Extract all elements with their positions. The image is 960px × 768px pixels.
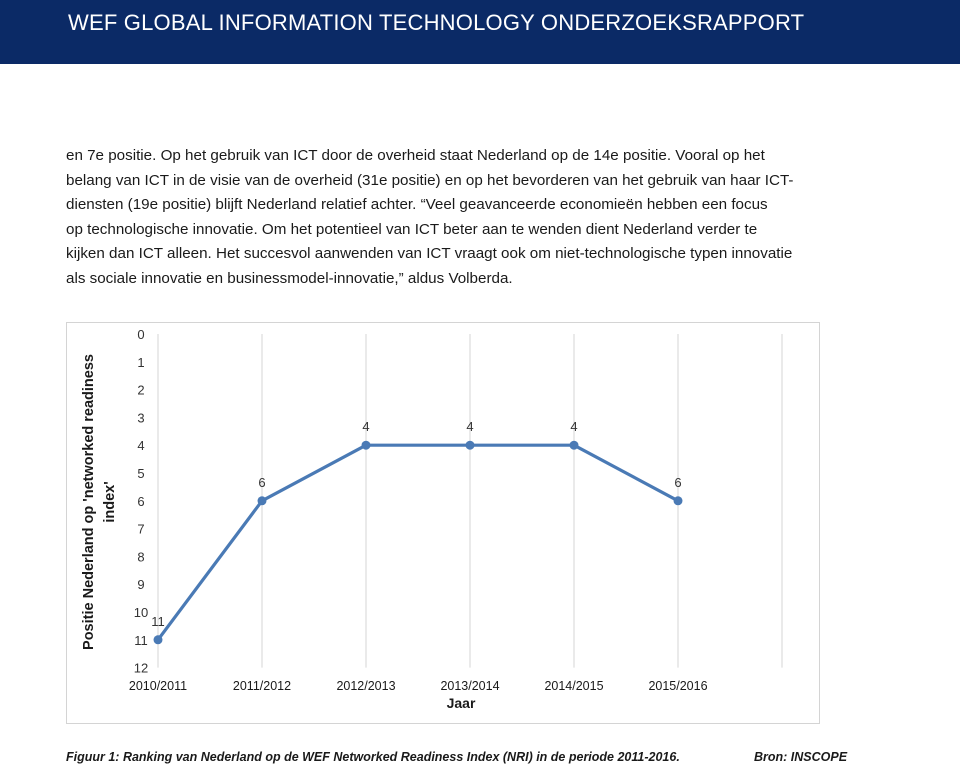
y-tick-label: 9 xyxy=(137,577,145,593)
y-tick-label: 7 xyxy=(137,521,145,537)
figure-caption xyxy=(66,750,866,768)
x-tick-label: 2012/2013 xyxy=(336,679,396,693)
body-line: op technologische innovatie. Om het potentieel van ICT beter aan te wenden dient Nederland verder te xyxy=(66,220,758,238)
x-tick-label: 2013/2014 xyxy=(440,679,500,693)
caption-text: Figuur 1: Ranking van Nederland op de WEF Networked Readiness Index (NRI) in de periode 2011-2016. xyxy=(66,750,680,764)
data-label: 4 xyxy=(466,419,474,435)
y-tick-label: 3 xyxy=(137,410,145,426)
data-label: 6 xyxy=(674,474,682,490)
y-tick-label: 5 xyxy=(137,466,145,481)
data-label: 6 xyxy=(258,474,266,490)
data-point xyxy=(258,496,267,505)
data-label: 4 xyxy=(362,419,370,435)
y-tick-label: 11 xyxy=(134,632,148,648)
body-line: diensten (19e positie) blijft Nederland relatief achter. “Veel geavanceerde economieën hebben een focus xyxy=(66,196,768,214)
body-line: kijken dan ICT alleen. Het succesvol aanwenden van ICT vraagt ook om niet-technologische typen innovatie xyxy=(66,245,793,263)
x-axis-title: Jaar xyxy=(446,695,476,711)
data-point xyxy=(362,441,371,450)
y-tick-label: 2 xyxy=(137,382,145,398)
data-point xyxy=(570,441,579,450)
report-title: WEF GLOBAL INFORMATION TECHNOLOGY ONDERZOEKSRAPPORT xyxy=(68,10,805,35)
y-tick-label: 10 xyxy=(133,605,149,620)
data-label: 11 xyxy=(151,613,165,629)
y-axis-title: index' xyxy=(102,481,118,523)
caption-source: Bron: INSCOPE xyxy=(754,750,848,764)
x-tick-label: 2014/2015 xyxy=(544,679,604,693)
body-line: belang van ICT in de visie van de overheid (31e positie) en op het bevorderen van het gebruik van haar ICT- xyxy=(66,171,794,189)
y-axis-title: Positie Nederland op 'networked readiness xyxy=(81,354,97,650)
x-tick-label: 2011/2012 xyxy=(232,679,292,693)
x-tick-label: 2010/2011 xyxy=(128,679,188,693)
data-point xyxy=(466,441,475,450)
data-label: 4 xyxy=(570,419,578,435)
body-line: als sociale innovatie en businessmodel-innovatie,” aldus Volberda. xyxy=(66,269,513,287)
x-tick-label: 2015/2016 xyxy=(648,679,708,693)
y-tick-label: 0 xyxy=(137,327,145,342)
y-tick-label: 1 xyxy=(137,354,145,370)
y-tick-label: 8 xyxy=(137,549,145,565)
y-tick-label: 6 xyxy=(137,493,145,509)
data-point xyxy=(674,496,683,505)
series-line xyxy=(158,445,678,640)
y-tick-label: 4 xyxy=(137,438,145,454)
body-line: en 7e positie. Op het gebruik van ICT door de overheid staat Nederland op de 14e positie. Vooral op het xyxy=(66,147,765,164)
data-point xyxy=(154,635,163,644)
y-tick-label: 12 xyxy=(133,660,149,676)
